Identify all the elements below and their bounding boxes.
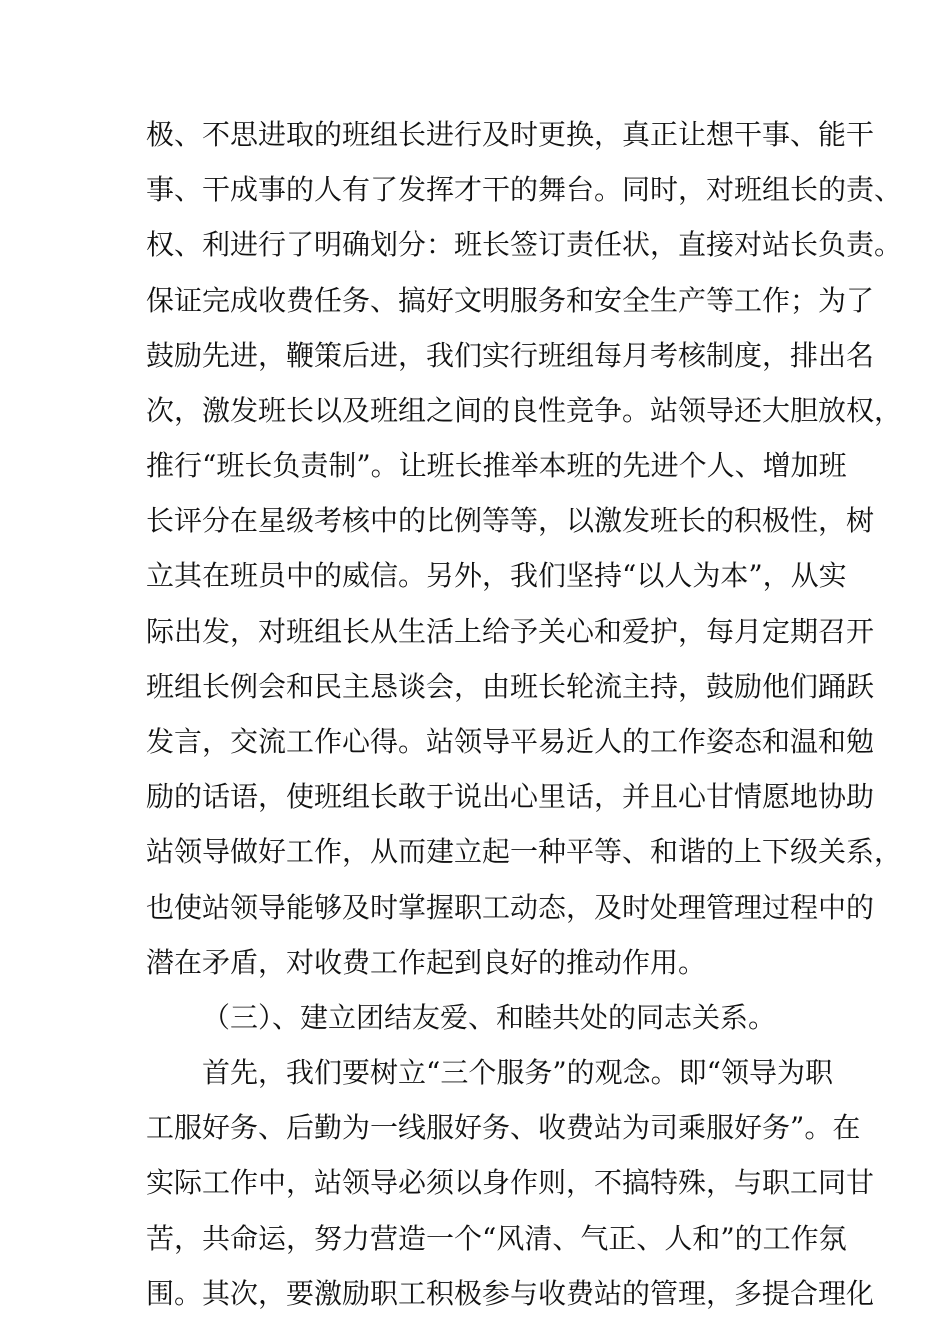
text-line: 实际工作中，站领导必须以身作则，不搞特殊，与职工同甘 (146, 1166, 875, 1199)
text-line: 长评分在星级考核中的比例等等，以激发班长的积极性，树 (146, 504, 875, 537)
text-line: 际出发，对班组长从生活上给予关心和爱护，每月定期召开 (146, 615, 875, 648)
text-line: 保证完成收费任务、搞好文明服务和安全生产等工作；为了 (146, 284, 875, 317)
text-line: 次，激发班长以及班组之间的良性竞争。站领导还大胆放权， (146, 394, 903, 427)
text-line: 发言，交流工作心得。站领导平易近人的工作姿态和温和勉 (146, 725, 875, 758)
text-line: 首先，我们要树立“三个服务”的观念。即“领导为职 (202, 1056, 833, 1089)
text-line: 工服好务、后勤为一线服好务、收费站为司乘服好务”。在 (146, 1111, 861, 1144)
text-line: 事、干成事的人有了发挥才干的舞台。同时，对班组长的责、 (146, 173, 903, 206)
text-line: 权、利进行了明确划分：班长签订责任状，直接对站长负责。 (146, 228, 903, 261)
text-line: 励的话语，使班组长敢于说出心里话，并且心甘情愿地协助 (146, 780, 875, 813)
text-line: 立其在班员中的威信。另外，我们坚持“以人为本”，从实 (146, 559, 847, 592)
text-line: 苦，共命运，努力营造一个“风清、气正、人和”的工作氛 (146, 1222, 847, 1255)
text-line: 站领导做好工作，从而建立起一种平等、和谐的上下级关系， (146, 835, 903, 868)
text-line: 推行“班长负责制”。让班长推举本班的先进个人、增加班 (146, 449, 847, 482)
section-heading: （三）、建立团结友爱、和睦共处的同志关系。 (202, 1001, 777, 1034)
text-line: 围。其次，要激励职工积极参与收费站的管理，多提合理化 (146, 1277, 875, 1310)
text-line: 极、不思进取的班组长进行及时更换，真正让想干事、能干 (146, 118, 875, 151)
text-line: 潜在矛盾，对收费工作起到良好的推动作用。 (146, 946, 707, 979)
text-line: 也使站领导能够及时掌握职工动态，及时处理管理过程中的 (146, 891, 875, 924)
text-line: 鼓励先进，鞭策后进，我们实行班组每月考核制度，排出名 (146, 339, 875, 372)
text-line: 班组长例会和民主恳谈会，由班长轮流主持，鼓励他们踊跃 (146, 670, 875, 703)
